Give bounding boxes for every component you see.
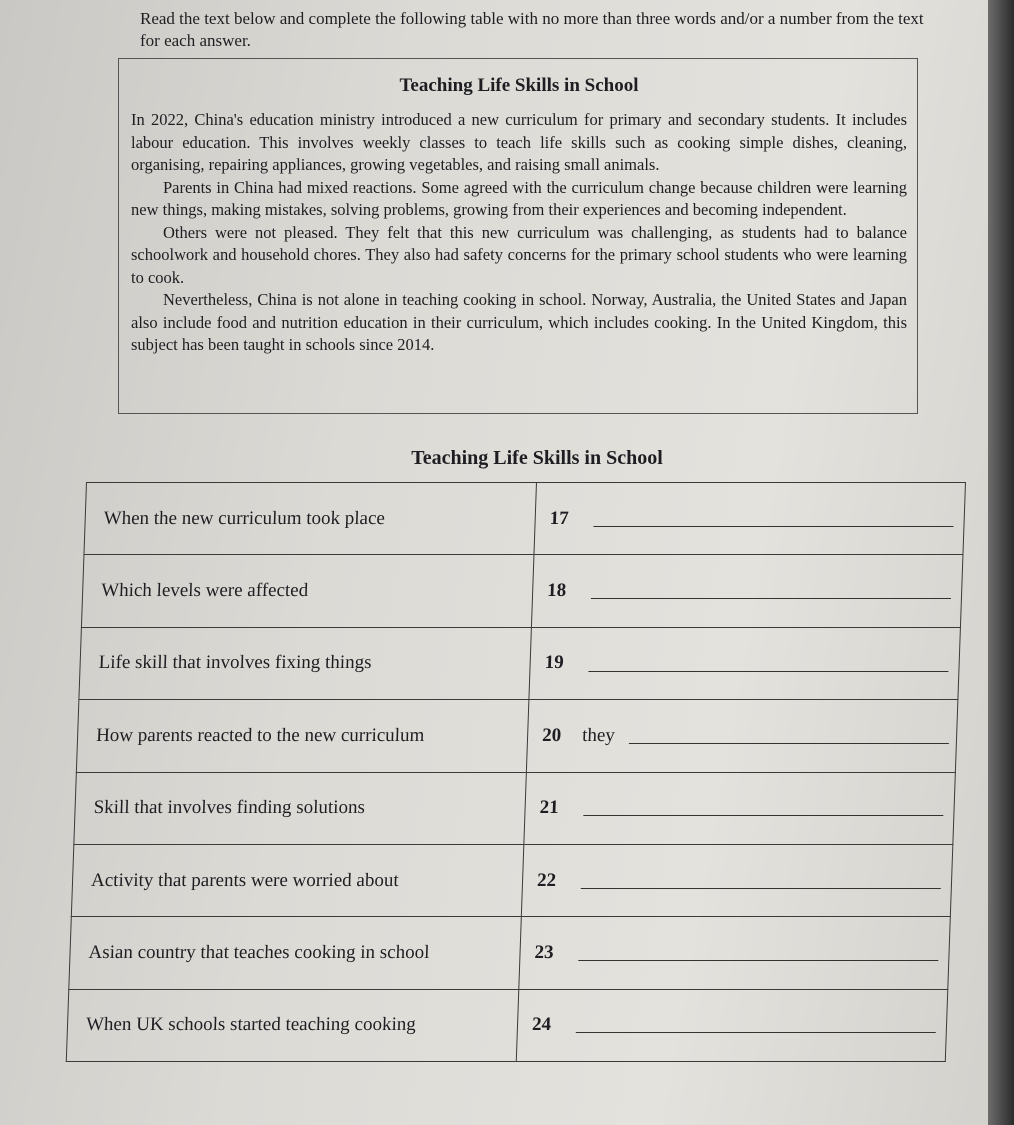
passage-paragraph: In 2022, China's education ministry introduced a new curriculum for primary and secondary students. It includes labour education. This involves weekly classes to teach life skills such as cooking simple dishes, cleaning, organising, repairing appliances, growing vegetables, and raising small animals. — [131, 110, 907, 174]
table-row — [79, 627, 961, 699]
answer-cell[interactable] — [519, 917, 951, 989]
answer-cell[interactable] — [526, 700, 958, 772]
question-number: 24 — [531, 1014, 552, 1036]
question-cell: Activity that parents were worried about — [71, 844, 524, 916]
passage-paragraph: Parents in China had mixed reactions. Some agreed with the curriculum change because children were learning new things, making mistakes, solving problems, growing from their experiences and becoming independent. — [131, 177, 907, 219]
answer-cell[interactable] — [534, 483, 966, 555]
table-row — [76, 700, 958, 772]
table-row — [69, 917, 951, 989]
answer-blank[interactable] — [591, 584, 952, 599]
question-number: 19 — [544, 652, 565, 674]
answer-blank[interactable] — [578, 946, 939, 961]
question-number: 18 — [546, 580, 567, 602]
answer-blank[interactable] — [576, 1018, 937, 1033]
passage-title: Teaching Life Skills in School — [399, 75, 639, 96]
question-number: 21 — [539, 797, 559, 819]
answer-cell[interactable] — [516, 989, 948, 1061]
answer-blank[interactable] — [593, 512, 954, 527]
answer-cell[interactable] — [529, 627, 961, 699]
passage-box — [118, 58, 918, 414]
table-row — [84, 483, 966, 555]
question-cell: How parents reacted to the new curriculum — [76, 700, 529, 772]
answer-table — [66, 482, 966, 1062]
question-cell: Which levels were affected — [81, 555, 534, 627]
question-number: 23 — [534, 941, 554, 963]
instructions: Read the text below and complete the following table with no more than three words and/or a number from the text for each answer. — [140, 9, 924, 50]
question-cell: When the new curriculum took place — [84, 483, 537, 555]
table-row — [71, 844, 953, 916]
table-row — [74, 772, 956, 844]
question-cell: When UK schools started teaching cooking — [66, 989, 519, 1061]
answer-prefix: they — [581, 724, 616, 746]
passage-paragraph: Others were not pleased. They felt that this new curriculum was challenging, as students had to balance schoolwork and household chores. They also had safety concerns for the primary school students who were learning to cook. — [131, 222, 907, 287]
answer-blank[interactable] — [629, 729, 950, 744]
answer-cell[interactable] — [524, 772, 956, 844]
answer-blank[interactable] — [581, 874, 942, 889]
answer-blank[interactable] — [583, 801, 944, 816]
table-row — [81, 555, 963, 627]
table-title: Teaching Life Skills in School — [411, 447, 663, 469]
table-row — [66, 989, 948, 1061]
passage-paragraph: Nevertheless, China is not alone in teaching cooking in school. Norway, Australia, the United States and Japan also include food and nutrition education in their curriculum, which includes cooking. In the United Kingdom, this subject has been taught in schools since 2014. — [131, 290, 907, 354]
answer-cell[interactable] — [531, 555, 963, 627]
question-number: 17 — [549, 507, 570, 529]
question-cell: Skill that involves finding solutions — [74, 772, 527, 844]
question-number: 22 — [536, 869, 557, 891]
question-number: 20 — [541, 724, 562, 746]
answer-blank[interactable] — [588, 657, 949, 672]
page-shadow-edge — [988, 0, 1014, 1125]
answer-cell[interactable] — [521, 844, 953, 916]
question-cell: Life skill that involves fixing things — [79, 627, 532, 699]
question-cell: Asian country that teaches cooking in school — [69, 917, 522, 989]
